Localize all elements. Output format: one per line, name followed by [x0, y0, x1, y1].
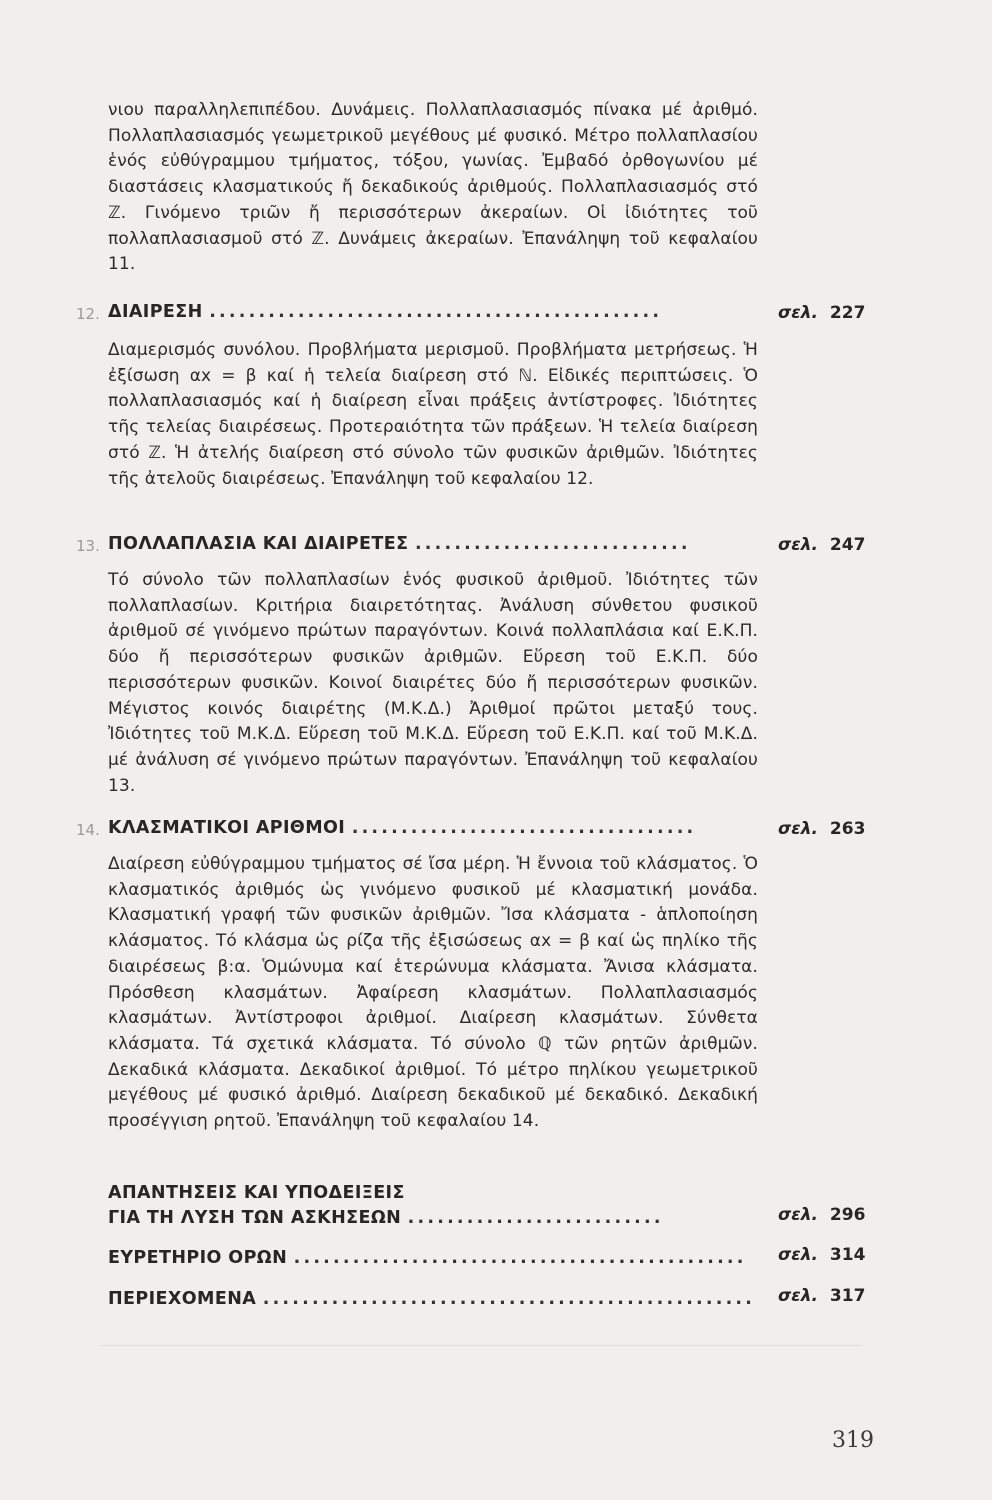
chapter-page-ref	[778, 535, 865, 555]
index-page-ref	[778, 1245, 865, 1265]
chapter-title-text: ΚΛΑΣΜΑΤΙΚΟΙ ΑΡΙΘΜΟΙ	[108, 818, 346, 838]
chapter-title-text: ΠΟΛΛΑΠΛΑΣΙΑ ΚΑΙ ΔΙΑΙΡΕΤΕΣ	[108, 534, 409, 554]
chapter-14-description: Διαίρεση εὐθύγραμμου τμήματος σέ ἴσα μέρη. Ἡ ἔννοια τοῦ κλάσματος. Ὁ κλασματικός ἀριθμός ὡς γινόμενο φυσικοῦ μέ κλασματική μονάδα. Κλασματική γραφή τῶν φυσικῶν ἀριθμῶν. Ἴσα κλάσματα - ἁπλοποίηση κλάσματος. Τό κλάσμα ὡς ρίζα τῆς ἐξισώσεως αx = β καί ὡς πηλίκο τῆς διαιρέσεως β:α. Ὁμώνυμα καί ἑτερώνυμα κλάσματα. Ἄνισα κλάσματα. Πρόσθεση κλασμάτων. Ἀφαίρεση κλασμάτων. Πολλαπλασιασμός κλασμάτων. Ἀντίστροφοι ἀριθμοί. Διαίρεση κλασμάτων. Σύνθετα κλάσματα. Τά σχετικά κλάσματα. Τό σύνολο ℚ τῶν ρητῶν ἀριθμῶν. Δεκαδικά κλάσματα. Δεκαδικοί ἀριθμοί. Τό μέτρο πηλίκου γεωμετρικοῦ μεγέθους μέ φυσικό ἀριθμό. Διαίρεση δεκαδικοῦ μέ δεκαδικό. Δεκαδική προσέγγιση ρητοῦ. Ἐπανάληψη τοῦ κεφαλαίου 14.	[108, 854, 758, 1132]
page-value: 263	[829, 819, 866, 839]
page-label: σελ.	[778, 1245, 818, 1265]
chapter-11-description-continued: νιου παραλληλεπιπέδου. Δυνάμεις. Πολλαπλασιασμός πίνακα μέ ἀριθμό. Πολλαπλασιασμός γεωμετρικοῦ μεγέθους μέ φυσικό. Μέτρο πολλαπλασίου ἑνός εὐθύγραμμου τμήματος, τόξου, γωνίας. Ἐμβαδό ὀρθογωνίου μέ διαστάσεις κλασματικούς ἤ δεκαδικούς ἀριθμούς. Πολλαπλασιασμός στό ℤ. Γινόμενο τριῶν ἤ περισσότερων ἀκεραίων. Οἱ ἰδιότητες τοῦ πολλαπλασιασμοῦ στό ℤ. Δυνάμεις ἀκεραίων. Ἐπανάληψη τοῦ κεφαλαίου 11.	[108, 100, 758, 275]
chapter-number: 12.	[76, 305, 100, 323]
chapter-title-diairesi	[108, 302, 758, 322]
index-title: ΕΥΡΕΤΗΡΙΟ ΟΡΩΝ	[108, 1248, 288, 1268]
page-value: 317	[829, 1286, 866, 1306]
contents-title-row	[108, 1289, 758, 1309]
chapter-number: 13.	[76, 537, 100, 555]
index-title-row	[108, 1248, 758, 1268]
chapter-number: 14.	[76, 821, 100, 839]
leader-dots: ..............................................	[293, 1248, 747, 1268]
page-label: σελ.	[778, 303, 818, 323]
chapter-page-ref	[778, 819, 865, 839]
answers-title-line1: ΑΠΑΝΤΗΣΕΙΣ ΚΑΙ ΥΠΟΔΕΙΞΕΙΣ	[108, 1183, 405, 1203]
bleed-through-rule	[100, 1345, 862, 1346]
contents-page-ref	[778, 1286, 865, 1306]
page-value: 227	[829, 303, 866, 323]
leader-dots: ..........................	[407, 1208, 664, 1228]
page-number: 319	[832, 1428, 874, 1453]
contents-title: ΠΕΡΙΕΧΟΜΕΝΑ	[108, 1289, 257, 1309]
chapter-title-klasmatikoi	[108, 818, 758, 838]
page-label: σελ.	[778, 1205, 818, 1225]
leader-dots: ..................................................	[262, 1289, 756, 1309]
page-label: σελ.	[778, 1286, 818, 1306]
leader-dots: ...................................	[351, 818, 697, 838]
page-value: 314	[829, 1245, 866, 1265]
answers-title-line2-row	[108, 1208, 758, 1228]
page-value: 247	[829, 535, 866, 555]
answers-page-ref	[778, 1205, 865, 1225]
chapter-title-pollaplasia	[108, 534, 758, 554]
leader-dots: ..............................................	[209, 302, 663, 322]
page-value: 296	[829, 1205, 866, 1225]
page-label: σελ.	[778, 535, 818, 555]
answers-title-line2: ΓΙΑ ΤΗ ΛΥΣΗ ΤΩΝ ΑΣΚΗΣΕΩΝ	[108, 1208, 402, 1228]
chapter-page-ref	[778, 303, 865, 323]
chapter-13-description: Τό σύνολο τῶν πολλαπλασίων ἑνός φυσικοῦ ἀριθμοῦ. Ἰδιότητες τῶν πολλαπλασίων. Κριτήρια διαιρετότητας. Ἀνάλυση σύνθετου φυσικοῦ ἀριθμοῦ σέ γινόμενο πρώτων παραγόντων. Κοινά πολλαπλάσια καί Ε.Κ.Π. δύο ἤ περισσότερων φυσικῶν ἀριθμῶν. Εὕρεση τοῦ Ε.Κ.Π. δύο περισσότερων φυσικῶν. Κοινοί διαιρέτες δύο ἤ περισσότερων φυσικῶν. Μέγιστος κοινός διαιρέτης (Μ.Κ.Δ.) Ἀριθμοί πρῶτοι μεταξύ τους. Ἰδιότητες τοῦ Μ.Κ.Δ. Εὕρεση τοῦ Μ.Κ.Δ. Εὕρεση τοῦ Ε.Κ.Π. καί τοῦ Μ.Κ.Δ. μέ ἀνάλυση σέ γινόμενο πρώτων παραγόντων. Ἐπανάληψη τοῦ κεφαλαίου 13.	[108, 570, 758, 796]
chapter-12-description: Διαμερισμός συνόλου. Προβλήματα μερισμοῦ. Προβλήματα μετρήσεως. Ἡ ἐξίσωση αx = β καί ἡ τελεία διαίρεση στό ℕ. Εἰδικές περιπτώσεις. Ὁ πολλαπλασιασμός καί ἡ διαίρεση εἶναι πράξεις ἀντίστροφες. Ἰδιότητες τῆς τελείας διαιρέσεως. Προτεραιότητα τῶν πράξεων. Ἡ τελεία διαίρεση στό ℤ. Ἡ ἀτελής διαίρεση στό σύνολο τῶν φυσικῶν ἀριθμῶν. Ἰδιότητες τῆς ἀτελοῦς διαιρέσεως. Ἐπανάληψη τοῦ κεφαλαίου 12.	[108, 340, 758, 489]
page-label: σελ.	[778, 819, 818, 839]
chapter-title-text: ΔΙΑΙΡΕΣΗ	[108, 302, 203, 322]
leader-dots: ............................	[414, 534, 691, 554]
